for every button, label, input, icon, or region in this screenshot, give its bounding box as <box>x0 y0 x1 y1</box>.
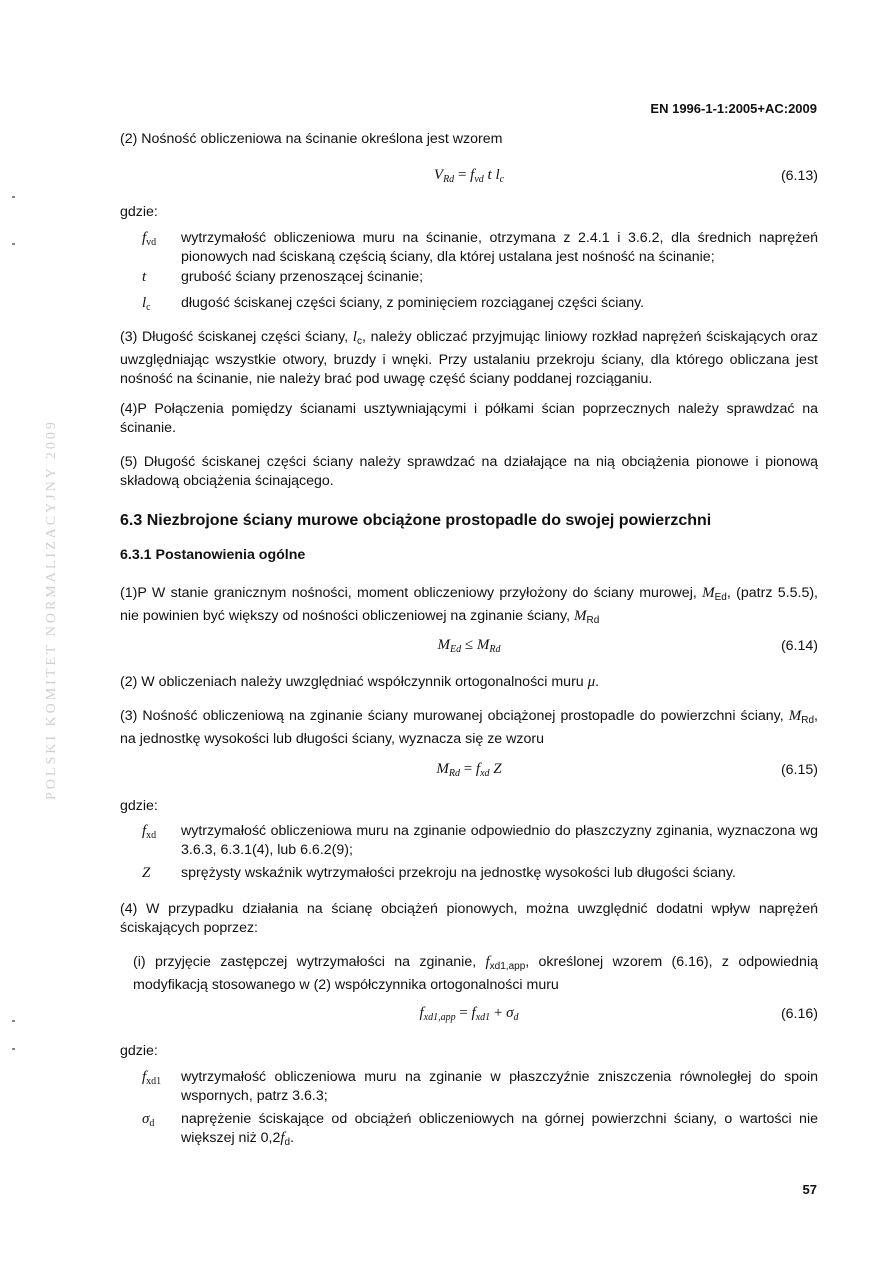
definition-item: $\sigma_d$ naprężenie ściskające od obciążeń obliczeniowych na górnej powierzchni ściany, o wartości nie większej niż $0,2f_d$. <box>142 1111 818 1148</box>
formula-6-15: $M_{Rd} = f_{xd}$ Z (6.15) <box>436 761 818 779</box>
definition-item: Z sprężysty wskaźnik wytrzymałości przekroju na jednostkę wysokości lub długości ściany. <box>142 865 736 881</box>
margin-mark <box>12 1020 15 1022</box>
where-label: gdzie: <box>120 204 158 220</box>
watermark: POLSKI KOMITET NORMALIZACYJNY 2009 <box>44 419 59 800</box>
margin-mark <box>12 243 15 245</box>
where-label: gdzie: <box>120 1043 158 1059</box>
standard-header: EN 1996-1-1:2005+AC:2009 <box>650 101 817 116</box>
formula-6-14: $M_{Ed} \le M_{Rd}$ (6.14) <box>437 637 818 655</box>
definition-item: t grubość ściany przenoszącej ścinanie; <box>142 269 424 285</box>
page-number: 57 <box>802 1182 817 1197</box>
paragraph: (1)P W stanie granicznym nośności, moment obliczeniowy przyłożony do ściany murowej, $M_{Ed}$, (patrz 5.5.5), nie powinien być większy od nośności obliczeniowej na zginanie ściany, $M_{Rd}$ <box>120 585 818 626</box>
equation-number: (6.15) <box>780 762 818 778</box>
formula-6-16: $f_{xd1,app} = f_{xd1} + \sigma_d$ (6.16) <box>419 1005 818 1023</box>
definition-item: $f_{vd}$ wytrzymałość obliczeniowa muru na ścinanie, otrzymana z 2.4.1 i 3.6.2, dla średnich naprężeń pionowych nad ściskaną częścią ściany, dla której ustalana jest nośność na ścinanie; <box>142 230 818 265</box>
equation-number: (6.13) <box>780 168 818 184</box>
paragraph: (2) Nośność obliczeniowa na ścinanie określona jest wzorem <box>120 131 503 147</box>
definition-item: $f_{xd}$ wytrzymałość obliczeniowa muru na zginanie odpowiednio do płaszczyzny zginania, wyznaczona wg 3.6.3, 6.3.1(4), lub 6.6.2(9); <box>142 823 818 858</box>
paragraph: (2) W obliczeniach należy uwzględniać współczynnik ortogonalności muru μ. <box>120 674 600 690</box>
definition-item: $f_{xd1}$ wytrzymałość obliczeniowa muru na zginanie w płaszczyźnie zniszczenia równoległej do spoin wspornych, patrz 3.6.3; <box>142 1069 818 1104</box>
definition-item: $l_c$ długość ściskanej części ściany, z pominięciem rozciąganej części ściany. <box>142 295 645 313</box>
paragraph: (3) Długość ściskanej części ściany, $l_c$, należy obliczać przyjmując liniowy rozkład naprężeń ściskających oraz uwzględniając wszystkie otwory, bruzdy i wnęki. Przy ustalaniu przekroju ściany, dla którego obliczana jest nośność na ścinanie, nie należy brać pod uwagę część ściany poddanej rozciąganiu. <box>120 329 818 387</box>
subsection-heading-6-3-1: 6.3.1 Postanowienia ogólne <box>120 547 306 563</box>
paragraph: (i) przyjęcie zastępczej wytrzymałości na zginanie, $f_{xd1,app}$, określonej wzorem (6.16), z odpowiednią modyfikacją stosowanego w (2) współczynnika ortogonalności muru <box>133 954 818 993</box>
paragraph: (5) Długość ściskanej części ściany należy sprawdzać na działające na nią obciążenia pionowe i pionową składową obciążenia ścinającego. <box>120 454 818 489</box>
paragraph: (4) W przypadku działania na ścianę obciążeń pionowych, można uwzględnić dodatni wpływ naprężeń ściskających poprzez: <box>120 901 818 936</box>
formula-6-13: $V_{Rd} = f_{vd}$ t $l_c$ (6.13) <box>433 167 818 185</box>
section-heading-6-3: 6.3 Niezbrojone ściany murowe obciążone prostopadle do swojej powierzchni <box>120 512 712 529</box>
equation-number: (6.16) <box>780 1006 818 1022</box>
paragraph: (3) Nośność obliczeniową na zginanie ściany murowanej obciążonej prostopadle do powierzchni ściany, $M_{Rd}$, na jednostkę wysokości lub długości ściany, wyznacza się ze wzoru <box>120 708 818 747</box>
paragraph: (4)P Połączenia pomiędzy ścianami usztywniającymi i półkami ścian poprzecznych należy sprawdzać na ścinanie. <box>120 401 818 436</box>
margin-mark <box>12 1048 15 1050</box>
margin-mark <box>12 196 15 198</box>
where-label: gdzie: <box>120 798 158 814</box>
equation-number: (6.14) <box>780 638 818 654</box>
